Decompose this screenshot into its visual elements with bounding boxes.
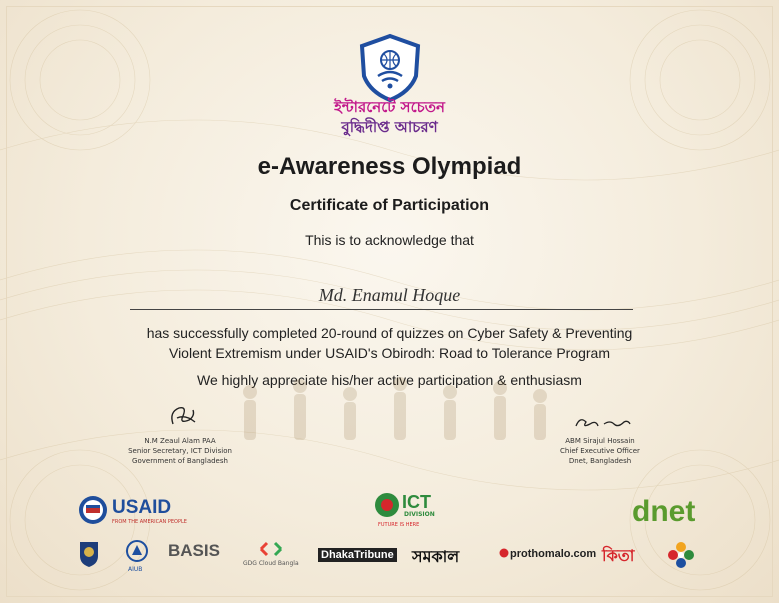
gdg-label: GDG Cloud Bangla (243, 560, 299, 567)
prothomalo-logo: prothomalo.com (510, 548, 597, 560)
usaid-seal-icon (78, 495, 108, 525)
signatory-left-org: Government of Bangladesh (132, 457, 228, 465)
usaid-tagline: FROM THE AMERICAN PEOPLE (112, 519, 187, 525)
ict-tagline: FUTURE IS HERE (378, 522, 420, 528)
university-crest-icon (78, 540, 100, 568)
signatory-right (530, 436, 670, 466)
basis-logo: BASIS (168, 541, 220, 560)
ict-wordmark: ICT (402, 492, 431, 512)
signatory-left (110, 436, 250, 466)
appreciation-text: We highly appreciate his/her active participation & enthusiasm (197, 372, 582, 388)
name-underline (130, 309, 633, 310)
samakal-logo: সমকাল (412, 547, 460, 566)
signatory-right-org: Dnet, Bangladesh (568, 457, 632, 465)
signatory-right-name: ABM Sirajul Hossain (565, 437, 635, 445)
body-line-1: has successfully completed 20-round of quizzes on Cyber Safety & Preventing (146, 325, 633, 341)
aiub-emblem-icon (126, 540, 148, 564)
prothomalo-dot-icon (499, 548, 509, 558)
body-line-2: Violent Extremism under USAID's Obirodh: Road to Tolerance Program (168, 345, 611, 361)
dnet-logo: dnet (632, 495, 696, 528)
signatory-right-title: Chief Executive Officer (560, 447, 640, 455)
logo-tagline-line1: ইন্টারনেটে সচেতন (334, 98, 445, 116)
kitab-logo: কিতা (602, 546, 635, 565)
gdg-cloud-icon (257, 540, 285, 558)
bangladesh-emblem-icon (374, 492, 400, 518)
signatory-left-title: Senior Secretary, ICT Division (128, 447, 232, 455)
usaid-wordmark: USAID (112, 497, 172, 518)
signature-left-image (165, 402, 201, 432)
recipient-name: Md. Enamul Hoque (318, 285, 461, 305)
certificate-body (0, 323, 779, 363)
certificate-subtitle: Certificate of Participation (289, 197, 490, 214)
signature-right-image (572, 414, 632, 432)
colorful-flower-logo-icon (664, 538, 698, 572)
usaid-logo (78, 495, 198, 527)
certificate-title: e-Awareness Olympiad (257, 153, 522, 180)
ict-division-logo (374, 492, 444, 532)
logo-tagline-line2: বুদ্ধিদীপ্ত আচরণ (341, 118, 438, 136)
aiub-label: AIUB (128, 566, 143, 573)
acknowledge-text: This is to acknowledge that (305, 232, 474, 248)
dhaka-tribune-logo: DhakaTribune (318, 548, 397, 562)
ict-division-text: DIVISION (404, 511, 435, 518)
crowd-silhouette-image (210, 372, 570, 452)
signatory-left-name: N.M Zeaul Alam PAA (144, 437, 216, 445)
